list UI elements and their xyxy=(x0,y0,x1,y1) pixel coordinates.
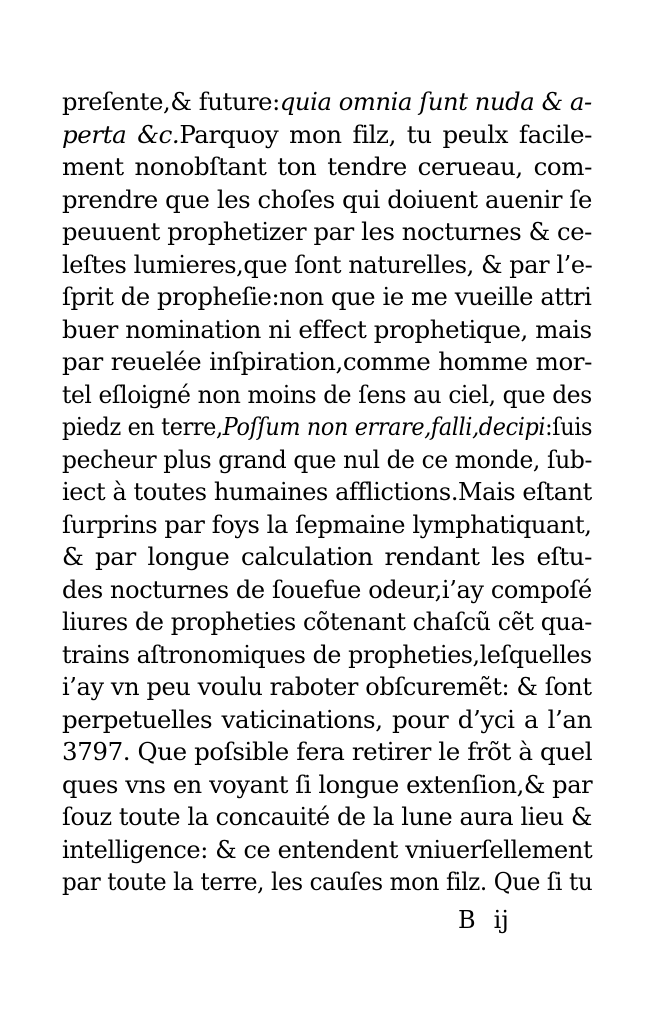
text-line xyxy=(62,834,593,867)
latin-phrase: perta &c. xyxy=(62,119,180,149)
text-run: pecheur plus grand que nul de ce monde, ſub- xyxy=(62,444,593,474)
text-line xyxy=(62,509,592,542)
text-run: i’ay vn peu voulu raboter obſcuremẽt: & ſont xyxy=(62,672,592,701)
text-line xyxy=(62,769,593,802)
text-run: par reuelée inſpiration,comme homme mor- xyxy=(62,347,592,376)
text-run: & par longue calculation rendant les eſtu- xyxy=(62,542,592,571)
text-run: ſurprins par foys la ſepmaine lymphatiquant, xyxy=(62,509,592,539)
text-run: leſtes lumieres,que ſont naturelles, & par l’e- xyxy=(62,249,593,279)
text-run: Parquoy mon filz, tu peulx facile- xyxy=(179,119,592,149)
signature-numeral: ij xyxy=(493,906,509,934)
text-line xyxy=(62,574,592,607)
signature-letter: B xyxy=(458,906,476,934)
text-run: perpetuelles vaticinations, pour d’yci a l’an xyxy=(62,704,592,734)
text-run: :ſuis xyxy=(545,412,593,441)
text-line xyxy=(62,606,592,639)
latin-phrase: quia omnia ſunt nuda & a- xyxy=(279,87,592,116)
latin-phrase: Poſſum non errare,falli,decipi xyxy=(222,412,546,441)
text-run: prendre que les choſes qui doiuent auenir ſe xyxy=(62,184,592,214)
text-run: des nocturnes de ſouefue odeur,i’ay compoſé xyxy=(62,574,592,604)
text-line xyxy=(62,476,592,509)
text-line xyxy=(62,281,592,314)
text-line xyxy=(62,639,592,672)
text-line xyxy=(62,249,593,282)
text-run: iect à toutes humaines afflictions.Mais eſtant xyxy=(62,477,592,506)
text-line xyxy=(62,736,592,769)
text-line xyxy=(62,346,592,379)
text-line xyxy=(62,801,592,834)
text-run: ques vns en voyant ſi longue extenſion,& par xyxy=(62,769,593,799)
signature-mark xyxy=(458,906,509,934)
text-line xyxy=(62,314,590,347)
text-run: peuuent prophetizer par les nocturnes & ce- xyxy=(62,217,592,246)
text-run: buer nomination ni effect prophetique, mais xyxy=(62,314,592,344)
body-text xyxy=(62,86,592,899)
text-line xyxy=(62,216,592,249)
text-run: trains aſtronomiques de propheties,leſquelles xyxy=(62,639,592,669)
text-run: ment nonobſtant ton tendre cerueau, com- xyxy=(62,152,592,181)
text-run: ſprit de propheſie:non que ie me vueille attri xyxy=(62,282,592,311)
text-line xyxy=(62,444,593,477)
text-line xyxy=(62,151,592,184)
text-line xyxy=(62,671,592,704)
text-line xyxy=(62,541,592,574)
text-line xyxy=(62,86,592,119)
text-line xyxy=(62,119,592,152)
text-run: preſente,& future: xyxy=(62,87,280,116)
text-line xyxy=(62,704,592,737)
text-run: 3797. Que poſsible fera retirer le frõt à quel xyxy=(62,737,593,766)
text-line xyxy=(62,184,592,217)
text-run: tel eſloigné non moins de ſens au ciel, que des xyxy=(62,379,592,409)
text-run: piedz en terre, xyxy=(62,412,223,441)
text-line xyxy=(62,411,593,444)
text-run: intelligence: & ce entendent vniuerſellement xyxy=(62,834,593,864)
text-run: liures de propheties cõtenant chaſcũ cẽt qua- xyxy=(62,607,592,636)
text-line xyxy=(62,379,592,412)
text-run: par toute la terre, les cauſes mon filz. Que ſi tu xyxy=(62,867,593,896)
text-line xyxy=(62,866,593,899)
text-run: ſouz toute la concauité de la lune aura lieu & xyxy=(62,802,592,831)
